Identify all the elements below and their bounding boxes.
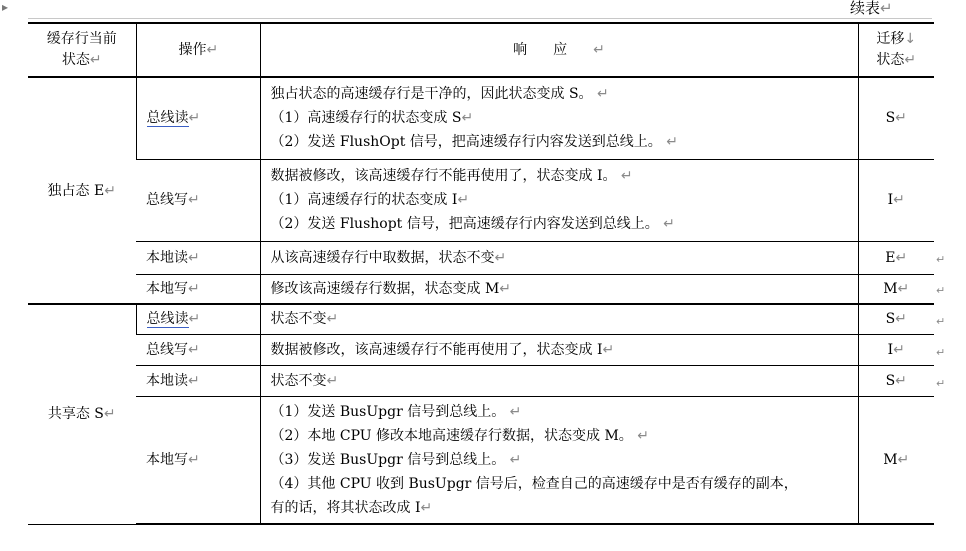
header-current-state: 缓存行当前 状态↵ — [28, 23, 136, 77]
header-rule — [28, 18, 932, 19]
operation-cell: 总线读↵ — [136, 304, 260, 334]
response-cell: 独占状态的高速缓存行是干净的，因此状态变成 S。 ↵ （1）高速缓存行的状态变成 S↵ （2）发送 FlushOpt 信号，把高速缓存行内容发送到总线上。 ↵ — [260, 77, 858, 159]
table-row — [28, 77, 934, 159]
next-state-cell: M↵ — [858, 274, 934, 304]
state-shared: 共享态 S↵ — [28, 304, 136, 524]
next-state-cell: S↵ — [858, 77, 934, 159]
table-caption: 续表↵ — [850, 0, 893, 17]
row-end-mark: ↵ — [936, 315, 946, 328]
response-cell: 数据被修改，该高速缓存行不能再使用了，状态变成 I。 ↵ （1）高速缓存行的状态变成 I↵ （2）发送 Flushopt 信号，把高速缓存行内容发送到总线上。 ↵ — [260, 159, 858, 241]
header-response: 响应↵ — [260, 23, 858, 77]
table-header-row — [28, 23, 934, 77]
row-end-mark: ↵ — [936, 284, 946, 297]
operation-cell: 本地读↵ — [136, 365, 260, 396]
table-row — [28, 159, 934, 241]
next-state-cell: I↵ — [858, 334, 934, 365]
response-cell: （1）发送 BusUpgr 信号到总线上。 ↵ （2）本地 CPU 修改本地高速缓存行数据，状态变成 M。 ↵ （3）发送 BusUpgr 信号到总线上。 ↵ （4）其他 CPU 收到 BusUpgr 信号后，检查自己的高速缓存中是否有缓存的副本， 有的话，将其状态改成 I↵ — [260, 396, 858, 524]
table-row — [28, 304, 934, 334]
section-marker: ▸ — [2, 0, 9, 14]
header-operation: 操作↵ — [136, 23, 260, 77]
response-cell: 数据被修改，该高速缓存行不能再使用了，状态变成 I↵ — [260, 334, 858, 365]
next-state-cell: E↵ — [858, 241, 934, 274]
table-row — [28, 241, 934, 274]
response-cell: 从该高速缓存行中取数据，状态不变↵ — [260, 241, 858, 274]
operation-cell: 本地写↵ — [136, 274, 260, 304]
operation-cell: 总线写↵ — [136, 334, 260, 365]
next-state-cell: M↵ — [858, 396, 934, 524]
row-end-mark: ↵ — [936, 377, 946, 390]
next-state-cell: S↵ — [858, 304, 934, 334]
operation-cell: 总线写↵ — [136, 159, 260, 241]
operation-cell: 本地写↵ — [136, 396, 260, 524]
operation-cell: 本地读↵ — [136, 241, 260, 274]
table-row — [28, 396, 934, 524]
operation-cell: 总线读↵ — [136, 77, 260, 159]
state-exclusive: 独占态 E↵ — [28, 77, 136, 304]
row-end-mark: ↵ — [936, 253, 946, 266]
response-cell: 状态不变↵ — [260, 304, 858, 334]
header-next-state: 迁移↓ 状态↵ — [858, 23, 934, 77]
mesi-transition-table — [28, 22, 934, 525]
table-row — [28, 334, 934, 365]
next-state-cell: I↵ — [858, 159, 934, 241]
response-cell: 修改该高速缓存行数据，状态变成 M↵ — [260, 274, 858, 304]
table-row — [28, 365, 934, 396]
table-row — [28, 274, 934, 304]
response-cell: 状态不变↵ — [260, 365, 858, 396]
row-end-mark: ↵ — [936, 346, 946, 359]
next-state-cell: S↵ — [858, 365, 934, 396]
